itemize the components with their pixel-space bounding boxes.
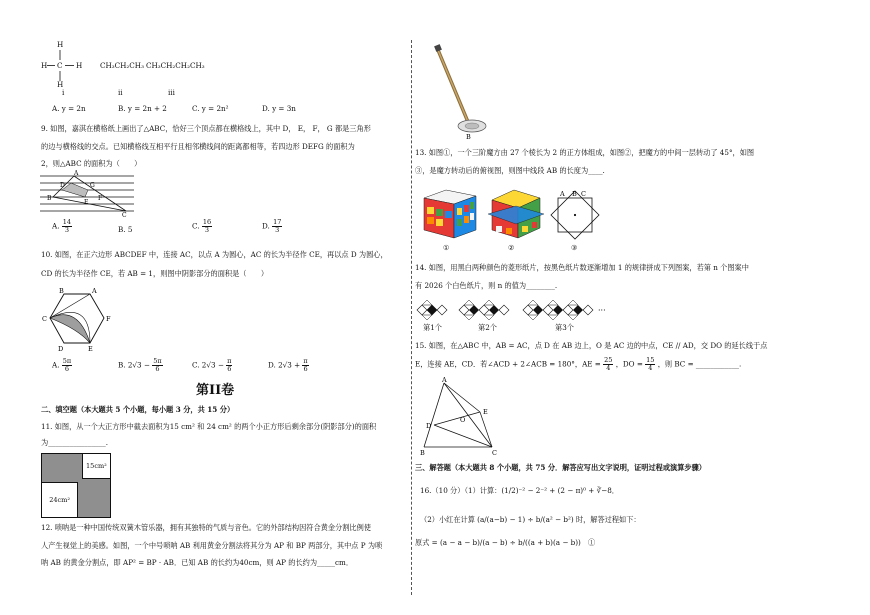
suona-label-b: B xyxy=(466,133,471,141)
q10-label-a: A xyxy=(92,287,97,295)
q13-text-line1: 13. 如图①，一个三阶魔方由 27 个棱长为 2 的正方体组成，如图②，把魔方的中间一层转动了 45°，如图 xyxy=(415,148,755,157)
rubiks-cube-1-figure xyxy=(420,186,482,242)
formula-propane: CH₃CH₂CH₃ xyxy=(100,61,144,70)
q13-label-c: C xyxy=(581,190,586,198)
q11-square-figure xyxy=(41,453,111,518)
q12-text-line2: 人产生视觉上的美感。如图，一个中号唢呐 AB 利用黄金分割法将其分为 AP 和 BP 两部分，其中点 P 为唢 xyxy=(41,541,383,550)
h-bottom: H xyxy=(57,80,64,89)
q14-label-2: 第2个 xyxy=(478,323,497,332)
q15-text-line1: 15. 如图，在△ABC 中，AB = AC，点 D 在 AB 边上，O 是 AC 边的中点，CE // AD，交 DO 的延长线于点 xyxy=(415,341,768,350)
q15-triangle-figure xyxy=(420,375,510,457)
q10-label-f: F xyxy=(106,315,111,323)
q8-option-c: C. y = 2n² xyxy=(192,104,229,113)
column-divider xyxy=(411,40,412,595)
q10-label-b: B xyxy=(59,287,64,295)
carbon: C xyxy=(57,61,63,70)
q9-label-g: G xyxy=(90,182,95,189)
q13-label-2: ② xyxy=(508,243,515,252)
q9-label-d: D xyxy=(60,182,65,189)
q11-small-square: 15cm² xyxy=(82,453,111,479)
q13-text-line2: ③，是魔方转动后的俯视图，则图中线段 AB 的长度为____. xyxy=(415,166,605,175)
fig8-label-iii: iii xyxy=(168,88,175,97)
h-top: H xyxy=(57,40,64,49)
q9-text-line1: 9. 如图，嘉淇在横格纸上画出了△ABC，恰好三个顶点都在横格线上，其中 D， E， F， G 都是三角形 xyxy=(41,124,371,133)
q8-option-d: D. y = 3n xyxy=(262,104,296,113)
q9-text-line3: 2，则△ABC 的面积为（ ） xyxy=(41,159,142,168)
q15-label-d: D xyxy=(426,422,432,430)
q14-label-3: 第3个 xyxy=(555,323,574,332)
q16-text-line2: （2）小红在计算 (a/(a−b) − 1) ÷ b/(a² − b²) 时，解答过程如下： xyxy=(420,515,641,524)
q10-option-a: A. $\frac{5\pi}{6}$ xyxy=(52,357,72,373)
q15-label-c: C xyxy=(492,449,497,457)
q9-text-line2: 的边与横格线的交点。已知横格线互相平行且相邻横线间的距离都相等，若四边形 DEFG 的面积为 xyxy=(41,142,355,151)
q14-label-1: 第1个 xyxy=(423,323,442,332)
section2-heading: 二、填空题（本大题共 5 个小题，每小题 3 分，共 15 分） xyxy=(41,405,235,414)
q14-pattern-figure xyxy=(415,298,615,322)
q12-text-line1: 12. 唢呐是一种中国传统双簧木管乐器，拥有其独特的气质与音色。它的外部结构因符合黄金分割比例使 xyxy=(41,523,371,532)
q10-option-c: C. 2√3 − $\frac{\pi}{6}$ xyxy=(192,357,232,373)
q13-top-view-figure xyxy=(548,186,604,244)
q9-option-d: D. $\frac{17}{3}$ xyxy=(262,218,282,234)
q15-text-line2: E，连接 AE，CD．若∠ACD + 2∠ACB = 180°，AE = $\frac{25}{4}$ ，DO = $\frac{15}{4}$ ，则 BC = ____________. xyxy=(415,356,742,372)
q15-label-b: B xyxy=(420,449,425,457)
q10-label-d: D xyxy=(58,345,64,353)
fig8-label-i: i xyxy=(62,88,65,97)
rubiks-cube-2-figure xyxy=(486,186,546,242)
q15-label-e: E xyxy=(483,408,488,416)
q15-label-o: O xyxy=(460,416,466,424)
q9-label-b: B xyxy=(47,195,52,202)
q10-label-e: E xyxy=(88,345,93,353)
fig8-label-ii: ii xyxy=(118,88,123,97)
q13-label-b: B xyxy=(572,190,577,198)
section-title: 第II卷 xyxy=(196,383,235,398)
q9-option-b: B. 5 xyxy=(118,225,133,234)
q9-label-e: E xyxy=(84,199,89,206)
q9-option-c: C. $\frac{16}{3}$ xyxy=(192,218,212,234)
q10-option-d: D. 2√3 + $\frac{\pi}{6}$ xyxy=(268,357,308,373)
q16-text-line1: 16.（10 分）（1）计算：(1/2)⁻² − 2⁻² + (2 − π)⁰ + ∛−8． xyxy=(420,486,619,495)
q12-text-line3: 呐 AB 的黄金分割点，即 AP² = BP · AB．已知 AB 的长约为40cm，则 AP 的长约为_____cm． xyxy=(41,558,354,567)
suona-figure xyxy=(430,42,490,142)
q9-option-a: A. $\frac{14}{3}$ xyxy=(52,218,72,234)
q9-label-f: F xyxy=(98,195,103,202)
q16-text-line3: 原式 = (a − a − b)/(a − b) ÷ b/((a + b)(a − b)) ① xyxy=(415,538,596,547)
q13-label-1: ① xyxy=(443,243,450,252)
q9-label-a: A xyxy=(74,170,79,177)
h-right: H xyxy=(76,61,83,70)
q13-label-3: ③ xyxy=(571,243,578,252)
q10-hexagon-figure xyxy=(38,285,113,355)
q11-large-square: 24cm² xyxy=(41,482,78,518)
q11-text-line1: 11. 如图，从一个大正方形中截去面积为15 cm² 和 24 cm² 的两个小正方形后剩余部分(阴影部分)的面积 xyxy=(41,422,377,431)
q10-text-line2: CD 的长为半径作 CE，若 AB = 1，则图中阴影部分的面积是（ ） xyxy=(41,269,269,278)
q14-text-line1: 14. 如图，用黑白两种颜色的菱形纸片，按黑色纸片数逐渐增加 1 的规律拼成下列图案，若第 n 个图案中 xyxy=(415,263,749,272)
q9-label-c: C xyxy=(122,212,127,219)
q14-ellipsis: ··· xyxy=(598,306,606,315)
q9-lined-paper-figure xyxy=(38,170,138,220)
q10-option-b: B. 2√3 − $\frac{5\pi}{6}$ xyxy=(118,357,162,373)
q8-option-b: B. y = 2n + 2 xyxy=(118,104,167,113)
h-left: H xyxy=(41,61,48,70)
q14-text-line2: 有 2026 个白色纸片，则 n 的值为________. xyxy=(415,281,558,290)
q10-label-c: C xyxy=(42,315,47,323)
q8-option-a: A. y = 2n xyxy=(52,104,86,113)
q13-label-a: A xyxy=(560,190,565,198)
q10-text-line1: 10. 如图，在正六边形 ABCDEF 中，连接 AC，以点 A 为圆心，AC 的长为半径作 CE，再以点 D 为圆心， xyxy=(41,250,388,259)
formula-butane: CH₃CH₂CH₂CH₃ xyxy=(146,61,205,70)
q15-label-a: A xyxy=(442,376,447,384)
section3-heading: 三、解答题（本大题共 8 个小题，共 75 分．解答应写出文字说明，证明过程或演算步骤） xyxy=(415,463,706,472)
q11-text-line2: 为________________. xyxy=(41,438,108,447)
